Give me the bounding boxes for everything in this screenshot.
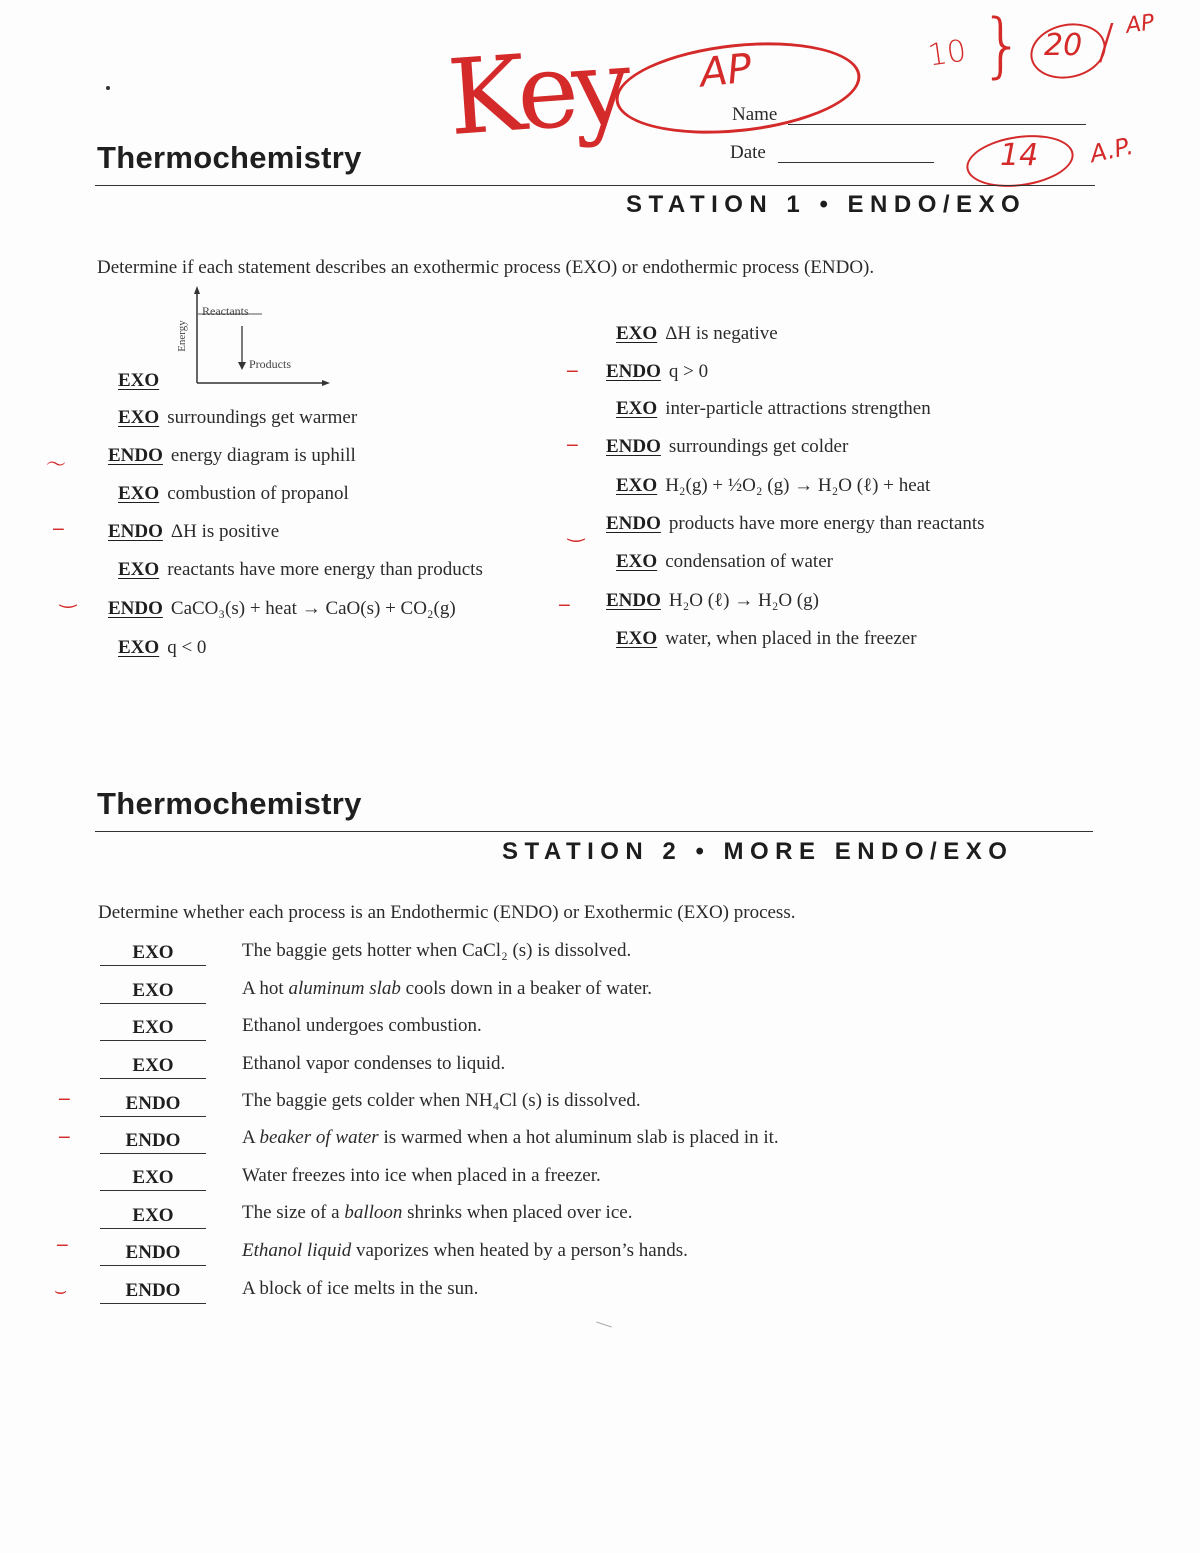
process-text: Ethanol undergoes combustion. <box>242 1015 482 1036</box>
process-text: The baggie gets hotter when CaCl₂ (s) is dissolved. <box>242 940 632 961</box>
correction-mark: ‒ <box>56 1232 69 1256</box>
name-label: Name <box>732 104 778 125</box>
s1-left-item: EXO q < 0 <box>118 637 207 658</box>
correction-mark: 〜 <box>46 452 66 476</box>
score-slash: / <box>1098 14 1115 70</box>
section-title: Thermochemistry <box>97 786 362 821</box>
correction-mark: ‒ <box>52 516 65 540</box>
answer-blank[interactable]: ENDO <box>108 445 163 466</box>
answer-blank[interactable]: ENDO <box>606 513 661 534</box>
energy-diagram <box>176 286 336 392</box>
station1-label: STATION 1 • ENDO/EXO <box>626 191 1027 218</box>
answer-blank[interactable]: EXO <box>118 559 160 580</box>
correction-mark: ‒ <box>566 358 579 382</box>
answer-blank[interactable]: EXO <box>118 407 160 428</box>
station1-instructions: Determine if each statement describes an exothermic process (EXO) or endothermic process (ENDO). <box>97 257 875 278</box>
answer-blank[interactable]: EXO <box>100 942 206 966</box>
answer-blank[interactable]: ENDO <box>100 1242 206 1266</box>
answer-blank[interactable]: EXO <box>616 398 658 419</box>
correction-mark: ‿ <box>568 518 585 542</box>
answer-blank[interactable]: EXO <box>118 483 160 504</box>
answer-blank[interactable]: EXO <box>118 370 160 391</box>
handwritten-key: Key <box>443 24 630 160</box>
s1-right-item: ENDO surroundings get colder <box>606 436 849 457</box>
process-text: The size of a balloon shrinks when placed over ice. <box>242 1202 633 1223</box>
answer-blank[interactable]: EXO <box>616 323 658 344</box>
correction-mark: ‒ <box>566 432 579 456</box>
answer-blank[interactable]: ENDO <box>100 1280 206 1304</box>
correction-mark: ‒ <box>58 1086 71 1110</box>
score-circled-value: 14 <box>1000 138 1039 173</box>
s1-left-item <box>118 370 167 392</box>
diagram-reactants-label: Reactants <box>202 304 249 318</box>
process-text: Ethanol liquid vaporizes when heated by a person’s hands. <box>242 1240 688 1261</box>
answer-blank[interactable]: ENDO <box>100 1093 206 1117</box>
s1-right-item: EXO condensation of water <box>616 551 833 572</box>
date-line[interactable] <box>778 162 934 163</box>
answer-blank[interactable]: EXO <box>100 1017 206 1041</box>
answer-blank[interactable]: ENDO <box>108 521 163 542</box>
process-text: Ethanol vapor condenses to liquid. <box>242 1053 506 1074</box>
process-text: A block of ice melts in the sun. <box>242 1278 479 1299</box>
station2-rule <box>95 831 1093 832</box>
stray-dot <box>106 86 110 90</box>
answer-blank[interactable]: ENDO <box>108 598 163 619</box>
score-initials: AP <box>1124 10 1156 39</box>
s1-left-item: EXO surroundings get warmer <box>118 407 358 428</box>
correction-mark: ‒ <box>58 1124 71 1148</box>
answer-blank[interactable]: EXO <box>100 1167 206 1191</box>
station1-rule <box>95 185 1095 186</box>
answer-blank[interactable]: EXO <box>100 980 206 1004</box>
correction-mark: ‿ <box>60 584 77 608</box>
s1-left-item: ENDO energy diagram is uphill <box>108 445 356 466</box>
correction-mark: ⌣ <box>54 1278 68 1302</box>
station2-instructions: Determine whether each process is an Endothermic (ENDO) or Exothermic (EXO) process. <box>98 902 796 923</box>
diagram-axis-label: Energy <box>175 320 188 352</box>
process-text: The baggie gets colder when NH₄Cl (s) is dissolved. <box>242 1090 641 1111</box>
answer-blank[interactable]: EXO <box>616 475 658 496</box>
s1-right-item: EXO ΔH is negative <box>616 323 778 344</box>
s1-left-item: ENDO ΔH is positive <box>108 521 280 542</box>
score-brace: } <box>980 4 1025 86</box>
s1-right-item: ENDO H₂O (ℓ) → H₂O (g) <box>606 590 819 611</box>
answer-blank[interactable]: EXO <box>118 637 160 658</box>
score-initials-2: A.P. <box>1087 131 1136 169</box>
scan-speck <box>596 1322 612 1328</box>
station2-label: STATION 2 • MORE ENDO/EXO <box>502 838 1014 865</box>
correction-mark: ‒ <box>558 592 571 616</box>
name-line[interactable] <box>788 124 1086 125</box>
handwritten-initials: AP <box>697 45 754 97</box>
process-text: A beaker of water is warmed when a hot aluminum slab is placed in it. <box>242 1127 779 1148</box>
page-title: Thermochemistry <box>97 140 362 175</box>
date-label: Date <box>730 142 766 163</box>
s1-left-item: EXO reactants have more energy than products <box>118 559 483 580</box>
answer-blank[interactable]: ENDO <box>606 590 661 611</box>
s1-right-item: EXO water, when placed in the freezer <box>616 628 917 649</box>
answer-blank[interactable]: EXO <box>100 1205 206 1229</box>
s1-right-item: EXO H₂(g) + ½O₂ (g) → H₂O (ℓ) + heat <box>616 475 931 496</box>
score-top: 10 <box>925 33 969 74</box>
s1-left-item: EXO combustion of propanol <box>118 483 349 504</box>
answer-blank[interactable]: ENDO <box>606 436 661 457</box>
answer-blank[interactable]: ENDO <box>100 1130 206 1154</box>
s1-left-item: ENDO CaCO₃(s) + heat → CaO(s) + CO₂(g) <box>108 598 456 619</box>
s1-right-item: ENDO products have more energy than reactants <box>606 513 985 534</box>
diagram-products-label: Products <box>249 357 291 371</box>
process-text: Water freezes into ice when placed in a freezer. <box>242 1165 601 1186</box>
answer-blank[interactable]: ENDO <box>606 361 661 382</box>
s1-right-item: ENDO q > 0 <box>606 361 709 382</box>
process-text: A hot aluminum slab cools down in a beaker of water. <box>242 978 653 999</box>
answer-blank[interactable]: EXO <box>616 628 658 649</box>
answer-blank[interactable]: EXO <box>100 1055 206 1079</box>
s1-right-item: EXO inter-particle attractions strengthen <box>616 398 931 419</box>
score-fraction: 20 <box>1044 28 1083 63</box>
answer-blank[interactable]: EXO <box>616 551 658 572</box>
